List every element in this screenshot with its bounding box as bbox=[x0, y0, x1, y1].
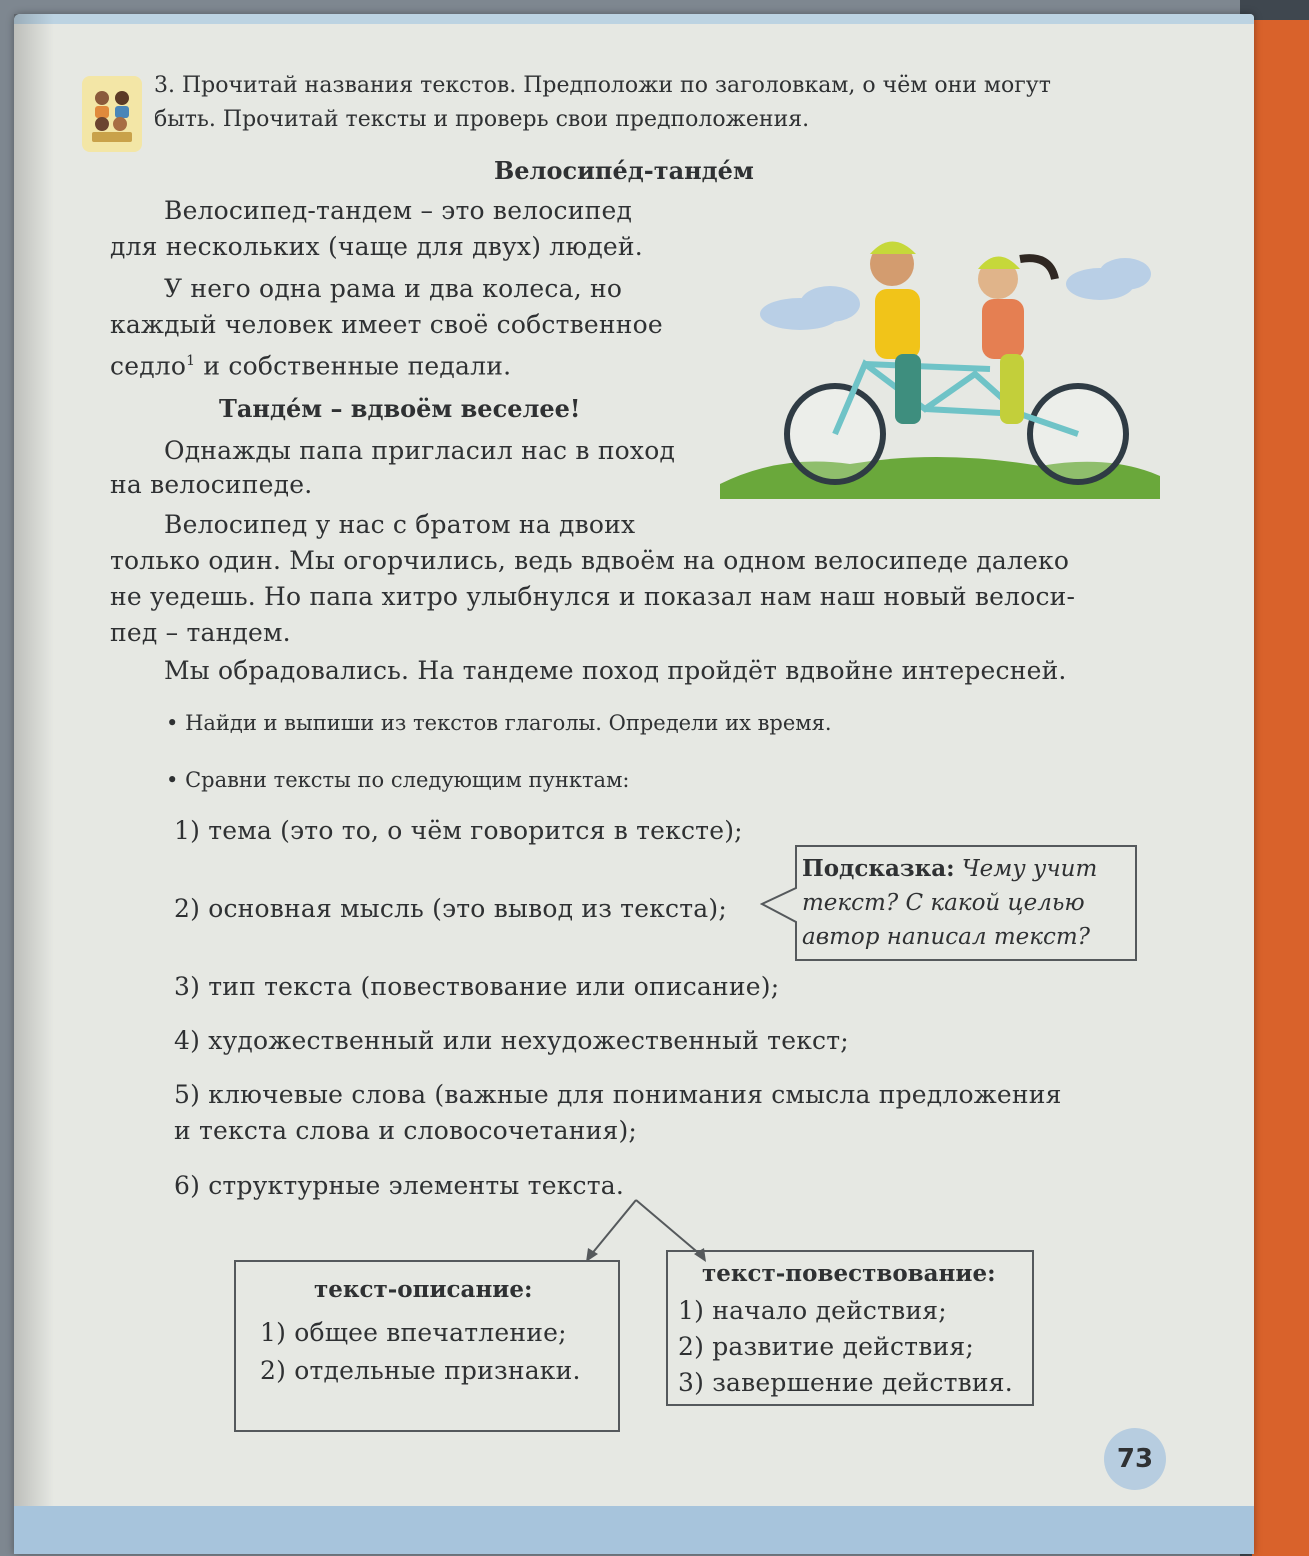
text2-line: пед – тандем. bbox=[110, 618, 291, 647]
cloud-icon bbox=[760, 258, 1151, 330]
point-4: 4) художественный или нехудожественный текст; bbox=[174, 1026, 849, 1055]
point-3: 3) тип текста (повествование или описание); bbox=[174, 972, 780, 1001]
text2-title: Танде́м – вдвоём веселее! bbox=[219, 394, 581, 423]
hint-line-3: автор написал текст? bbox=[802, 924, 1091, 950]
text1-title: Велосипе́д-танде́м bbox=[494, 156, 754, 185]
description-item: 1) общее впечатление; bbox=[260, 1318, 567, 1347]
page-bottom-band bbox=[14, 1506, 1254, 1554]
task-line-1: Прочитай названия текстов. Предположи по заголовкам, о чём они могут bbox=[182, 73, 1051, 98]
footnote-mark: 1 bbox=[186, 353, 196, 369]
tandem-bicycle-illustration bbox=[720, 214, 1160, 499]
gutter-shadow bbox=[14, 14, 54, 1554]
hint-line-2: текст? С какой целью bbox=[802, 890, 1085, 916]
text2-line: Мы обрадовались. На тандеме поход пройдёт вдвойне интересней. bbox=[164, 656, 1067, 685]
text2-line: не уедешь. Но папа хитро улыбнулся и показал нам наш новый велоси- bbox=[110, 582, 1076, 611]
text1-line: У него одна рама и два колеса, но bbox=[164, 274, 623, 303]
bullet-1: • Найди и выпиши из текстов глаголы. Определи их время. bbox=[166, 711, 832, 735]
narration-title: текст-повествование: bbox=[702, 1260, 996, 1287]
reading-children-icon bbox=[82, 76, 142, 152]
hint-line-1 bbox=[802, 852, 1097, 886]
page-top-band bbox=[14, 14, 1254, 24]
point-6: 6) структурные элементы текста. bbox=[174, 1171, 625, 1200]
text1-line-footnote bbox=[110, 344, 511, 383]
point-1: 1) тема (это то, о чём говорится в тексте); bbox=[174, 816, 743, 845]
text2-line: только один. Мы огорчились, ведь вдвоём на одном велосипеде далеко bbox=[110, 546, 1070, 575]
text1-line: для нескольких (чаще для двух) людей. bbox=[110, 232, 643, 261]
point-5-cont: и текста слова и словосочетания); bbox=[174, 1116, 638, 1145]
bullet-1-text: Найди и выпиши из текстов глаголы. Определи их время. bbox=[185, 711, 832, 735]
narration-item: 1) начало действия; bbox=[678, 1296, 947, 1325]
task-line-2: быть. Прочитай тексты и проверь свои предположения. bbox=[154, 107, 810, 132]
point-5: 5) ключевые слова (важные для понимания смысла предложения bbox=[174, 1080, 1062, 1109]
narration-item: 3) завершение действия. bbox=[678, 1368, 1013, 1397]
hint-label: Подсказка: bbox=[802, 855, 955, 882]
textbook-page bbox=[14, 14, 1254, 1554]
narration-item: 2) развитие действия; bbox=[678, 1332, 974, 1361]
text2-line: Однажды папа пригласил нас в поход bbox=[164, 436, 676, 465]
bullet-2-text: Сравни тексты по следующим пунктам: bbox=[185, 768, 630, 792]
page-number-badge bbox=[1104, 1428, 1166, 1490]
task-number: 3. bbox=[154, 73, 175, 98]
description-title: текст-описание: bbox=[314, 1276, 533, 1303]
description-item: 2) отдельные признаки. bbox=[260, 1356, 581, 1385]
text1-line-end: и собственные педали. bbox=[203, 351, 512, 381]
page-number: 73 bbox=[1116, 1444, 1154, 1474]
text2-line: Велосипед у нас с братом на двоих bbox=[164, 510, 636, 539]
book-cover-edge bbox=[1252, 20, 1309, 1556]
text2-line: на велосипеде. bbox=[110, 470, 313, 499]
point-2: 2) основная мысль (это вывод из текста); bbox=[174, 894, 727, 923]
text1-line: каждый человек имеет своё собственное bbox=[110, 310, 663, 339]
rider-boy-icon bbox=[870, 242, 921, 425]
footnote-word: седло bbox=[110, 351, 187, 381]
bullet-2: • Сравни тексты по следующим пунктам: bbox=[166, 768, 630, 792]
text1-line: Велосипед-тандем – это велосипед bbox=[164, 196, 633, 225]
hint-text-1: Чему учит bbox=[961, 856, 1098, 882]
